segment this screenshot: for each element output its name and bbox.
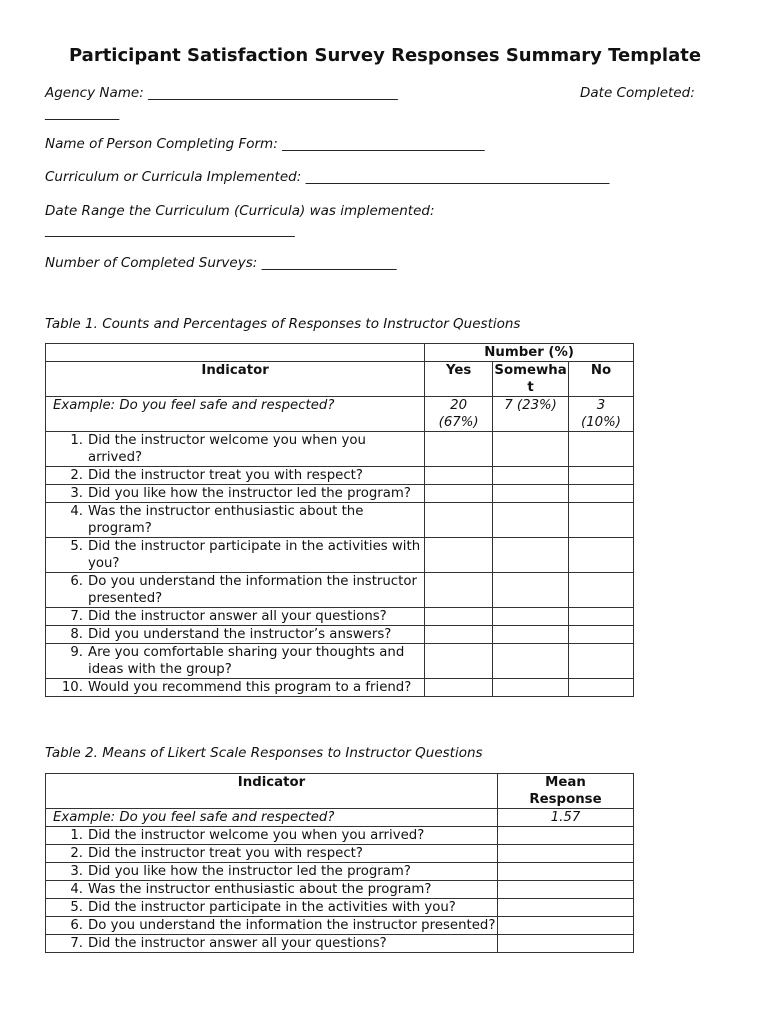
curriculum-line	[45, 169, 609, 185]
table1-no-header: No	[568, 362, 633, 397]
table2-question-row	[46, 881, 634, 899]
person-line	[45, 136, 485, 152]
surveys-blank[interactable]: ____________________	[261, 255, 397, 271]
question-number: 2.	[70, 846, 83, 861]
table1-question-cell	[46, 644, 425, 679]
table2-mean-cell[interactable]	[498, 863, 634, 881]
table2-example-mean: 1.57	[498, 809, 634, 827]
question-number: 6.	[70, 918, 83, 933]
table2-question-cell	[46, 935, 498, 953]
table2-mean-cell[interactable]	[498, 917, 634, 935]
table1-no-cell[interactable]	[568, 432, 633, 467]
table1-somewhat-cell[interactable]	[493, 626, 569, 644]
table1-yes-cell[interactable]	[425, 644, 493, 679]
question-number: 5.	[70, 900, 83, 915]
table2-question-cell	[46, 917, 498, 935]
question-text: Did the instructor welcome you when you arrived?	[88, 828, 425, 843]
table1-question-row	[46, 485, 634, 503]
question-number: 1.	[70, 828, 83, 843]
question-text: Was the instructor enthusiastic about the program?	[88, 504, 364, 536]
date-completed-blank[interactable]: ___________	[45, 105, 120, 121]
question-text: Did you understand the instructor’s answers?	[88, 627, 392, 642]
table1-somewhat-cell[interactable]	[493, 644, 569, 679]
question-text: Did the instructor treat you with respect?	[88, 846, 363, 861]
table2-mean-cell[interactable]	[498, 845, 634, 863]
question-number: 4.	[70, 882, 83, 897]
question-number: 7.	[70, 936, 83, 951]
table1-yes-header: Yes	[425, 362, 493, 397]
question-text: Do you understand the information the instructor presented?	[88, 918, 496, 933]
question-number: 3.	[70, 486, 83, 501]
question-text: Did you like how the instructor led the program?	[88, 486, 411, 501]
table1-no-cell[interactable]	[568, 467, 633, 485]
table1-example-no: 3 (10%)	[568, 397, 633, 432]
table1-question-cell	[46, 626, 425, 644]
table1-example-question: Example: Do you feel safe and respected?	[46, 397, 425, 432]
table1-question-row	[46, 503, 634, 538]
table1-somewhat-cell[interactable]	[493, 485, 569, 503]
table1-example-somewhat: 7 (23%)	[493, 397, 569, 432]
table2-question-cell	[46, 827, 498, 845]
question-text: Did you like how the instructor led the program?	[88, 864, 411, 879]
table2-mean-cell[interactable]	[498, 881, 634, 899]
table1-somewhat-cell[interactable]	[493, 538, 569, 573]
table1-question-row	[46, 626, 634, 644]
table2-question-row	[46, 899, 634, 917]
date-range-label: Date Range the Curriculum (Curricula) was implemented:	[45, 203, 435, 219]
question-text: Did the instructor treat you with respect?	[88, 468, 363, 483]
table1-question-cell	[46, 573, 425, 608]
table1-no-cell[interactable]	[568, 644, 633, 679]
question-number: 6.	[70, 574, 83, 589]
table1-somewhat-cell[interactable]	[493, 432, 569, 467]
table1-no-cell[interactable]	[568, 626, 633, 644]
agency-name-blank[interactable]: _____________________________________	[148, 85, 398, 101]
table1-no-cell[interactable]	[568, 608, 633, 626]
question-number: 5.	[70, 539, 83, 554]
table1-no-cell[interactable]	[568, 503, 633, 538]
table1-question-cell	[46, 467, 425, 485]
instructor-responses-table	[45, 343, 634, 697]
question-text: Did the instructor participate in the activities with you?	[88, 539, 421, 571]
table2-indicator-header: Indicator	[46, 774, 498, 809]
question-number: 1.	[70, 433, 83, 448]
table1-column-header-row	[46, 362, 634, 397]
table1-group-header-row	[46, 344, 634, 362]
table1-number-header: Number (%)	[425, 344, 634, 362]
agency-name-line	[45, 85, 398, 101]
table1-question-row	[46, 644, 634, 679]
table2-question-row	[46, 935, 634, 953]
table1-question-cell	[46, 538, 425, 573]
table1-somewhat-cell[interactable]	[493, 573, 569, 608]
table2-question-row	[46, 917, 634, 935]
date-completed-label: Date Completed:	[580, 85, 695, 101]
question-text: Did the instructor answer all your questions?	[88, 609, 387, 624]
likert-means-table	[45, 773, 634, 953]
table1-somewhat-cell[interactable]	[493, 608, 569, 626]
table1-no-cell[interactable]	[568, 485, 633, 503]
table1-question-cell	[46, 679, 425, 697]
table2-mean-cell[interactable]	[498, 899, 634, 917]
table1-yes-cell[interactable]	[425, 573, 493, 608]
table1-question-row	[46, 573, 634, 608]
table2-question-row	[46, 845, 634, 863]
table1-question-row	[46, 538, 634, 573]
table1-question-cell	[46, 432, 425, 467]
table2-mean-cell[interactable]	[498, 935, 634, 953]
question-number: 4.	[70, 504, 83, 519]
person-blank[interactable]: ______________________________	[282, 136, 485, 152]
table1-caption: Table 1. Counts and Percentages of Responses to Instructor Questions	[45, 316, 521, 332]
table1-no-cell[interactable]	[568, 538, 633, 573]
question-number: 3.	[70, 864, 83, 879]
table1-no-cell[interactable]	[568, 573, 633, 608]
table1-somewhat-cell[interactable]	[493, 467, 569, 485]
surveys-label: Number of Completed Surveys:	[45, 255, 258, 271]
table1-indicator-header: Indicator	[46, 362, 425, 397]
table2-mean-header: Mean Response	[498, 774, 634, 809]
table1-example-row	[46, 397, 634, 432]
table1-question-cell	[46, 503, 425, 538]
table2-question-cell	[46, 845, 498, 863]
question-number: 10.	[61, 680, 83, 695]
person-label: Name of Person Completing Form:	[45, 136, 278, 152]
question-text: Do you understand the information the instructor presented?	[88, 574, 417, 606]
table1-yes-cell[interactable]	[425, 432, 493, 467]
table2-example-question: Example: Do you feel safe and respected?	[46, 809, 498, 827]
table1-yes-cell[interactable]	[425, 467, 493, 485]
surveys-line	[45, 255, 397, 271]
table1-question-row	[46, 679, 634, 697]
table1-question-row	[46, 432, 634, 467]
agency-name-label: Agency Name:	[45, 85, 144, 101]
table1-somewhat-cell[interactable]	[493, 679, 569, 697]
table2-mean-cell[interactable]	[498, 827, 634, 845]
question-number: 9.	[70, 645, 83, 660]
table1-yes-cell[interactable]	[425, 608, 493, 626]
table1-yes-cell[interactable]	[425, 626, 493, 644]
table2-question-cell	[46, 863, 498, 881]
table2-question-row	[46, 863, 634, 881]
table2-question-cell	[46, 881, 498, 899]
table2-question-cell	[46, 899, 498, 917]
table2-caption: Table 2. Means of Likert Scale Responses to Instructor Questions	[45, 745, 483, 761]
table1-no-cell[interactable]	[568, 679, 633, 697]
question-text: Was the instructor enthusiastic about the program?	[88, 882, 432, 897]
table1-somewhat-header: Somewhat	[494, 363, 567, 395]
table1-somewhat-cell[interactable]	[493, 503, 569, 538]
date-range-blank[interactable]: _____________________________________	[45, 222, 295, 238]
question-number: 7.	[70, 609, 83, 624]
table1-yes-cell[interactable]	[425, 485, 493, 503]
curriculum-label: Curriculum or Curricula Implemented:	[45, 169, 302, 185]
table1-example-yes: 20 (67%)	[425, 397, 493, 432]
table2-header-row	[46, 774, 634, 809]
table2-question-row	[46, 827, 634, 845]
table1-question-row	[46, 467, 634, 485]
document-title: Participant Satisfaction Survey Responses Summary Template	[68, 45, 702, 66]
table1-question-row	[46, 608, 634, 626]
table1-question-cell	[46, 485, 425, 503]
question-text: Did the instructor participate in the activities with you?	[88, 900, 456, 915]
question-text: Did the instructor answer all your questions?	[88, 936, 387, 951]
table2-example-row	[46, 809, 634, 827]
question-number: 2.	[70, 468, 83, 483]
question-text: Would you recommend this program to a friend?	[88, 680, 412, 695]
table1-yes-cell[interactable]	[425, 679, 493, 697]
question-text: Are you comfortable sharing your thoughts and ideas with the group?	[88, 645, 405, 677]
question-number: 8.	[70, 627, 83, 642]
question-text: Did the instructor welcome you when you arrived?	[88, 433, 366, 465]
table1-question-cell	[46, 608, 425, 626]
curriculum-blank[interactable]: _____________________________________________	[305, 169, 610, 185]
table1-yes-cell[interactable]	[425, 538, 493, 573]
table1-yes-cell[interactable]	[425, 503, 493, 538]
